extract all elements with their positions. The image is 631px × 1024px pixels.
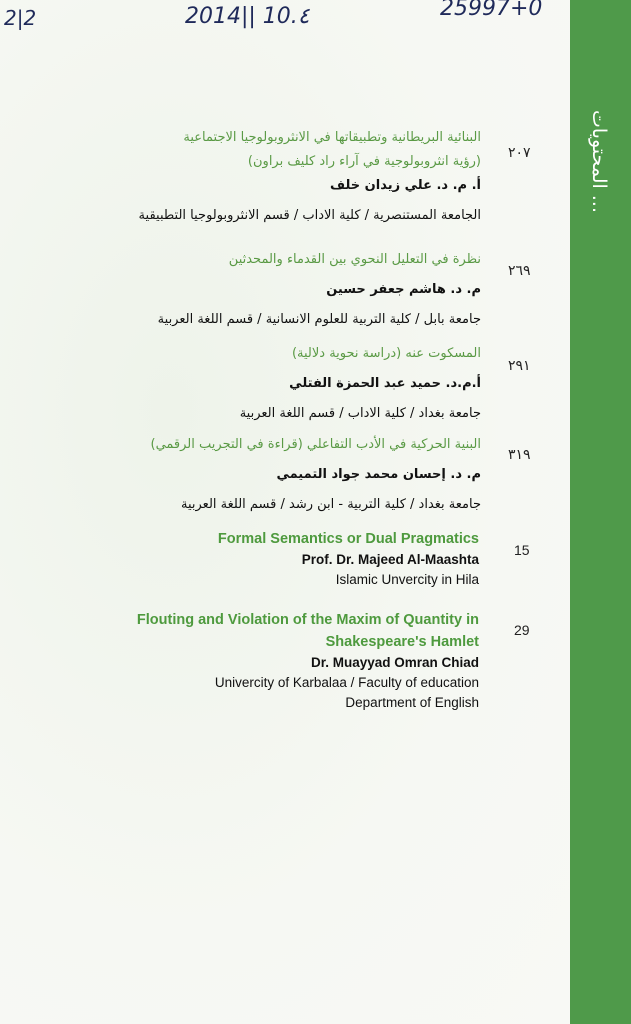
entry-affiliation: جامعة بغداد / كلية التربية - ابن رشد / قسم اللغة العربية (180, 497, 481, 512)
entry-page-number: ٢٠٧ (508, 145, 531, 161)
entry-affiliation: جامعة بغداد / كلية الاداب / قسم اللغة العربية (239, 406, 481, 421)
entry-affiliation: Univercity of Karbalaa / Faculty of education (214, 675, 479, 690)
toc-entry-arabic (240, 342, 481, 426)
handwritten-note-left: 2|2 (4, 6, 37, 30)
entry-page-number: ٢٦٩ (508, 263, 531, 279)
entry-affiliation: Department of English (345, 695, 479, 710)
toc-entry-english (59, 609, 479, 713)
entry-title: البنائية البريطانية وتطبيقاتها في الانثروبولوجيا الاجتماعية (183, 130, 481, 145)
entry-page-number: ٣١٩ (508, 447, 531, 463)
entry-author: م. د. هاشم جعفر حسين (326, 282, 481, 297)
entry-title: المسكوت عنه (دراسة نحوية دلالية) (291, 346, 481, 361)
entry-title: البنية الحركية في الأدب التفاعلي (قراءة في التجريب الرقمي) (150, 437, 481, 452)
entry-title: Flouting and Violation of the Maxim of Quantity in (136, 612, 479, 628)
handwritten-date: 2014|| 10.٤ (185, 4, 310, 29)
entry-author: م. د. إحسان محمد جواد التميمي (276, 467, 481, 482)
entry-affiliation: الجامعة المستنصرية / كلية الاداب / قسم الانثروبولوجيا التطبيقية (138, 208, 481, 223)
entry-title: (رؤية انثروبولوجية في آراء راد كليف براون) (247, 154, 481, 169)
entry-affiliation: جامعة بابل / كلية التربية للعلوم الانسانية / قسم اللغة العربية (157, 312, 481, 327)
contents-heading: المحتويات ... (588, 110, 610, 214)
toc-entry-arabic (158, 248, 481, 332)
handwritten-number: 25997+0 (440, 0, 543, 21)
entry-title: Formal Semantics or Dual Pragmatics (217, 531, 479, 547)
entry-author: Dr. Muayyad Omran Chiad (310, 655, 479, 670)
entry-title: Shakespeare's Hamlet (325, 634, 479, 650)
toc-entry-english (59, 528, 479, 590)
entry-page-number: 29 (514, 622, 530, 638)
entry-page-number: 15 (514, 542, 530, 558)
entry-author: Prof. Dr. Majeed Al-Maashta (301, 552, 479, 567)
toc-entry-arabic (139, 126, 481, 228)
entry-affiliation: Islamic Unvercity in Hila (335, 572, 479, 587)
entry-page-number: ٢٩١ (508, 358, 531, 374)
entry-author: أ. م. د. علي زيدان خلف (329, 178, 481, 193)
entry-author: أ.م.د. حميد عبد الحمزة الفتلي (289, 376, 481, 391)
entry-title: نظرة في التعليل النحوي بين القدماء والمحدثين (228, 252, 481, 267)
toc-entry-arabic (151, 433, 482, 517)
